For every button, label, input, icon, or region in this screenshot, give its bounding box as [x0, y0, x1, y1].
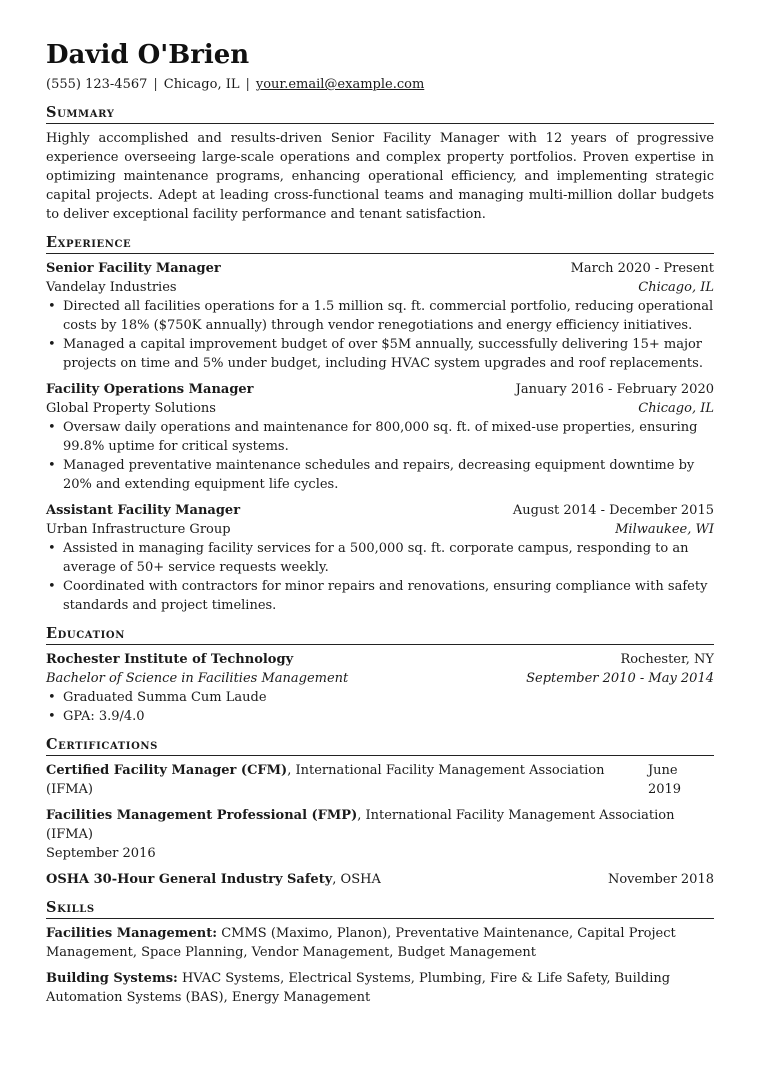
list-item	[46, 539, 714, 577]
experience-entry	[46, 501, 714, 615]
education-entry	[46, 650, 714, 726]
experience-entry	[46, 259, 714, 373]
bullet-text: Managed preventative maintenance schedules and repairs, decreasing equipment downtime by 20% and extending equipment life cycles.	[63, 458, 695, 492]
resume-page	[46, 40, 714, 1007]
certification-issuer: , International Facility Management Association (IFMA)	[46, 808, 675, 842]
job-bullets	[46, 418, 714, 494]
section-heading-certifications: Certifications	[46, 736, 714, 756]
bullet-text: Oversaw daily operations and maintenance for 800,000 sq. ft. of mixed-use properties, ensuring 99.8% uptime for critical systems.	[63, 420, 698, 454]
certification-date: September 2016	[46, 846, 156, 861]
email-link[interactable]: your.email@example.com	[255, 77, 425, 92]
company-name: Global Property Solutions	[46, 401, 216, 416]
section-heading-summary: Summary	[46, 104, 714, 124]
contact-line	[46, 76, 714, 94]
bullet-text: Directed all facilities operations for a 1.5 million sq. ft. commercial portfolio, reducing operational costs by 18% ($750K annually) through vendor renegotiations and energy efficiency initiatives.	[63, 299, 714, 333]
section-heading-skills: Skills	[46, 899, 714, 919]
job-bullets	[46, 539, 714, 615]
list-item	[46, 297, 714, 335]
skill-group	[46, 969, 714, 1007]
school-name: Rochester Institute of Technology	[46, 652, 294, 667]
location: Chicago, IL	[163, 77, 240, 92]
bullet-icon: •	[48, 337, 56, 352]
skill-values: HVAC Systems, Electrical Systems, Plumbing, Fire & Life Safety, Building Automation Systems (BAS), Energy Management	[46, 971, 671, 1005]
company-name: Vandelay Industries	[46, 280, 177, 295]
education-dates: September 2010 - May 2014	[526, 671, 714, 686]
degree-name: Bachelor of Science in Facilities Management	[46, 671, 349, 686]
bullet-icon: •	[48, 420, 56, 435]
phone-number: (555) 123-4567	[46, 77, 148, 92]
section-heading-experience: Experience	[46, 234, 714, 254]
certification-name: Certified Facility Manager (CFM)	[46, 763, 288, 778]
job-location: Chicago, IL	[638, 401, 714, 416]
bullet-text: Coordinated with contractors for minor repairs and renovations, ensuring compliance with safety standards and project timelines.	[63, 579, 708, 613]
education-bullets	[46, 688, 714, 726]
bullet-text: Graduated Summa Cum Laude	[63, 690, 267, 705]
list-item	[46, 707, 714, 726]
job-location: Chicago, IL	[638, 280, 714, 295]
bullet-icon: •	[48, 458, 56, 473]
company-name: Urban Infrastructure Group	[46, 522, 231, 537]
job-title: Facility Operations Manager	[46, 382, 254, 397]
bullet-text: GPA: 3.9/4.0	[63, 709, 145, 724]
skill-group	[46, 924, 714, 962]
experience-entry	[46, 380, 714, 494]
certification-issuer: , OSHA	[332, 872, 381, 887]
job-title: Assistant Facility Manager	[46, 503, 241, 518]
certification-name: Facilities Management Professional (FMP)	[46, 808, 358, 823]
bullet-icon: •	[48, 579, 56, 594]
job-location: Milwaukee, WI	[615, 522, 714, 537]
skill-label: Facilities Management:	[46, 926, 218, 941]
certification-name: OSHA 30-Hour General Industry Safety	[46, 872, 333, 887]
list-item	[46, 577, 714, 615]
bullet-text: Assisted in managing facility services for a 500,000 sq. ft. corporate campus, responding to an average of 50+ service requests weekly.	[63, 541, 689, 575]
certification-date: June 2019	[647, 763, 682, 797]
skill-values: CMMS (Maximo, Planon), Preventative Maintenance, Capital Project Management, Space Planning, Vendor Management, Budget Management	[46, 926, 676, 960]
certification-issuer: , International Facility Management Association (IFMA)	[46, 763, 605, 797]
certification-entry	[46, 806, 714, 863]
summary-text: Highly accomplished and results-driven Senior Facility Manager with 12 years of progressive experience overseeing large-scale operations and complex property portfolios. Proven expertise in optimizing maintenance programs, enhancing operational efficiency, and implementing strategic capital projects. Adept at leading cross-functional teams and managing multi-million dollar budgets to deliver exceptional facility performance and tenant satisfaction.	[46, 131, 714, 222]
bullet-icon: •	[48, 299, 56, 314]
certification-entry	[46, 761, 714, 799]
school-location: Rochester, NY	[620, 652, 714, 667]
contact-separator: |	[245, 77, 250, 92]
bullet-icon: •	[48, 541, 56, 556]
job-dates: January 2016 - February 2020	[515, 382, 714, 397]
list-item	[46, 335, 714, 373]
bullet-icon: •	[48, 690, 56, 705]
job-dates: March 2020 - Present	[570, 261, 714, 276]
section-heading-education: Education	[46, 625, 714, 645]
candidate-name: David O'Brien	[46, 40, 250, 70]
list-item	[46, 418, 714, 456]
job-dates: August 2014 - December 2015	[512, 503, 714, 518]
list-item	[46, 688, 714, 707]
certification-entry	[46, 870, 714, 889]
bullet-text: Managed a capital improvement budget of over $5M annually, successfully delivering 15+ major projects on time and 5% under budget, including HVAC system upgrades and roof replacements.	[63, 337, 703, 371]
certification-date: November 2018	[607, 872, 714, 887]
job-title: Senior Facility Manager	[46, 261, 221, 276]
bullet-icon: •	[48, 709, 56, 724]
contact-separator: |	[153, 77, 158, 92]
list-item	[46, 456, 714, 494]
skill-label: Building Systems:	[46, 971, 178, 986]
job-bullets	[46, 297, 714, 373]
